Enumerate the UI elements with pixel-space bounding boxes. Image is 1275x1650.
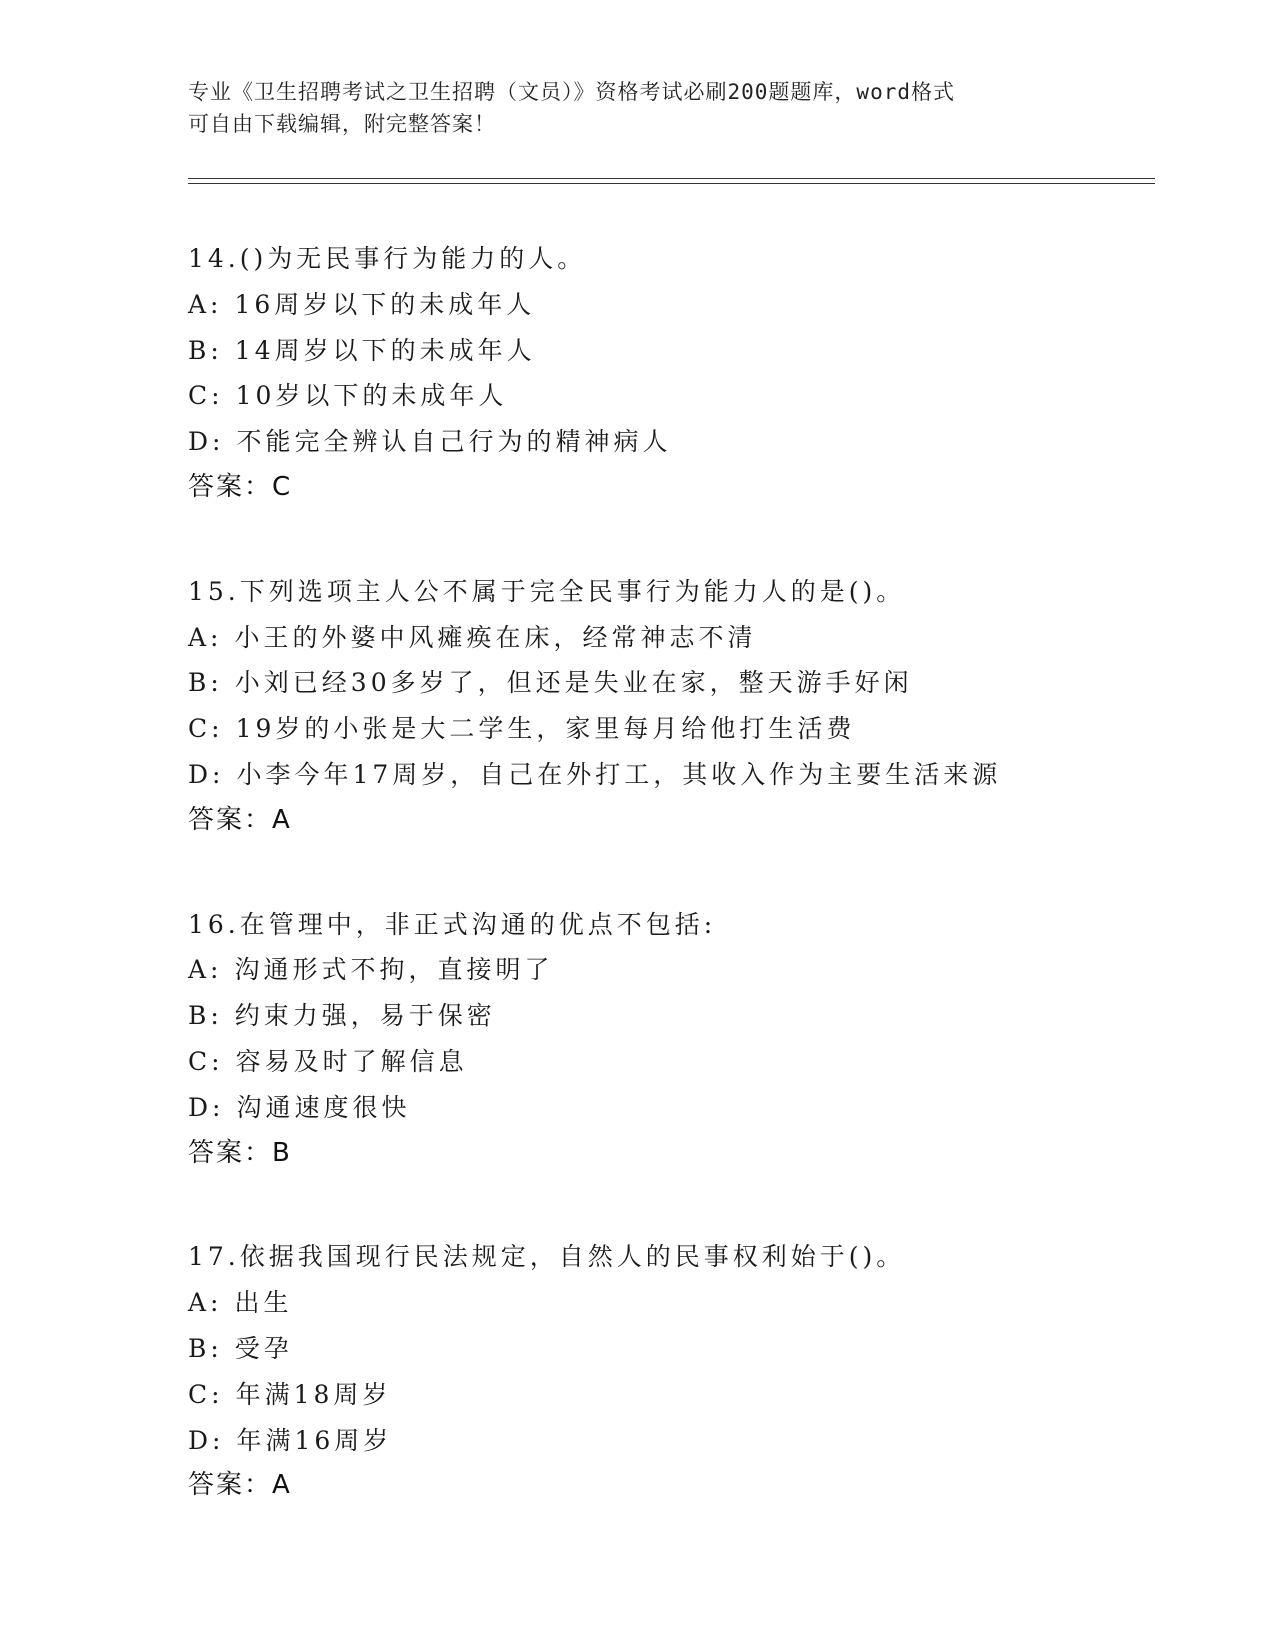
option-c — [188, 1039, 1148, 1085]
header-title-line-2: 可自由下载编辑，附完整答案！ — [188, 112, 496, 136]
option-c — [188, 1372, 1148, 1418]
option-label: A: — [188, 955, 223, 985]
option-label: D: — [188, 427, 225, 457]
option-label: C: — [188, 714, 224, 744]
option-text: 约束力强，易于保密 — [234, 1001, 496, 1031]
option-b — [188, 1326, 1148, 1372]
option-d — [188, 1085, 1148, 1131]
answer-line: 答案：B — [188, 1137, 292, 1168]
header-double-rule — [188, 178, 1155, 184]
option-c — [188, 373, 1148, 419]
option-label: A: — [188, 622, 223, 652]
question-15 — [188, 569, 1148, 844]
option-label: D: — [188, 759, 225, 789]
option-label: D: — [188, 1092, 225, 1122]
option-b — [188, 993, 1148, 1039]
option-text: 不能完全辨认自己行为的精神病人 — [236, 427, 672, 457]
option-a — [188, 947, 1148, 993]
question-stem: 15.下列选项主人公不属于完全民事行为能力人的是()。 — [188, 576, 906, 606]
answer-line: 答案：C — [188, 471, 293, 502]
option-a — [188, 282, 1148, 328]
option-text: 年满18周岁 — [235, 1379, 392, 1409]
option-text: 小刘已经30多岁了，但还是失业在家，整天游手好闲 — [234, 668, 913, 698]
option-text: 10岁以下的未成年人 — [235, 381, 508, 411]
option-d — [188, 752, 1148, 798]
option-text: 年满16周岁 — [236, 1425, 393, 1455]
option-a — [188, 615, 1148, 661]
option-text: 小李今年17周岁，自己在外打工，其收入作为主要生活来源 — [236, 759, 1002, 789]
question-17 — [188, 1234, 1148, 1509]
option-label: B: — [188, 668, 223, 698]
option-text: 14周岁以下的未成年人 — [234, 335, 536, 365]
option-b — [188, 660, 1148, 706]
option-label: A: — [188, 1288, 223, 1318]
option-label: A: — [188, 289, 223, 319]
option-c — [188, 706, 1148, 752]
question-list — [188, 236, 1148, 1567]
option-d — [188, 419, 1148, 465]
option-text: 沟通速度很快 — [236, 1092, 411, 1122]
question-14 — [188, 236, 1148, 511]
option-text: 沟通形式不拘，直接明了 — [234, 955, 554, 985]
option-text: 出生 — [234, 1288, 293, 1318]
question-stem: 14.()为无民事行为能力的人。 — [188, 244, 587, 273]
question-stem: 17.依据我国现行民法规定，自然人的民事权利始于()。 — [188, 1242, 906, 1272]
option-text: 小王的外婆中风瘫痪在床，经常神志不清 — [234, 622, 757, 652]
option-label: D: — [188, 1425, 225, 1455]
header-title-line-1: 专业《卫生招聘考试之卫生招聘（文员）》资格考试必刷200题题库，word格式 — [188, 80, 955, 104]
option-text: 受孕 — [234, 1333, 293, 1363]
option-label: C: — [188, 1379, 224, 1409]
option-a — [188, 1280, 1148, 1326]
option-text: 19岁的小张是大二学生，家里每月给他打生活费 — [235, 714, 856, 744]
option-label: C: — [188, 381, 224, 411]
document-header — [188, 76, 1088, 140]
option-label: B: — [188, 335, 223, 365]
option-label: C: — [188, 1046, 224, 1076]
option-b — [188, 328, 1148, 374]
option-label: B: — [188, 1333, 223, 1363]
answer-line: 答案：A — [188, 804, 292, 835]
question-16 — [188, 902, 1148, 1177]
question-stem: 16.在管理中，非正式沟通的优点不包括: — [188, 909, 717, 939]
option-d — [188, 1418, 1148, 1464]
option-text: 容易及时了解信息 — [235, 1046, 468, 1076]
option-label: B: — [188, 1001, 223, 1031]
answer-line: 答案：A — [188, 1470, 292, 1501]
option-text: 16周岁以下的未成年人 — [234, 289, 536, 319]
